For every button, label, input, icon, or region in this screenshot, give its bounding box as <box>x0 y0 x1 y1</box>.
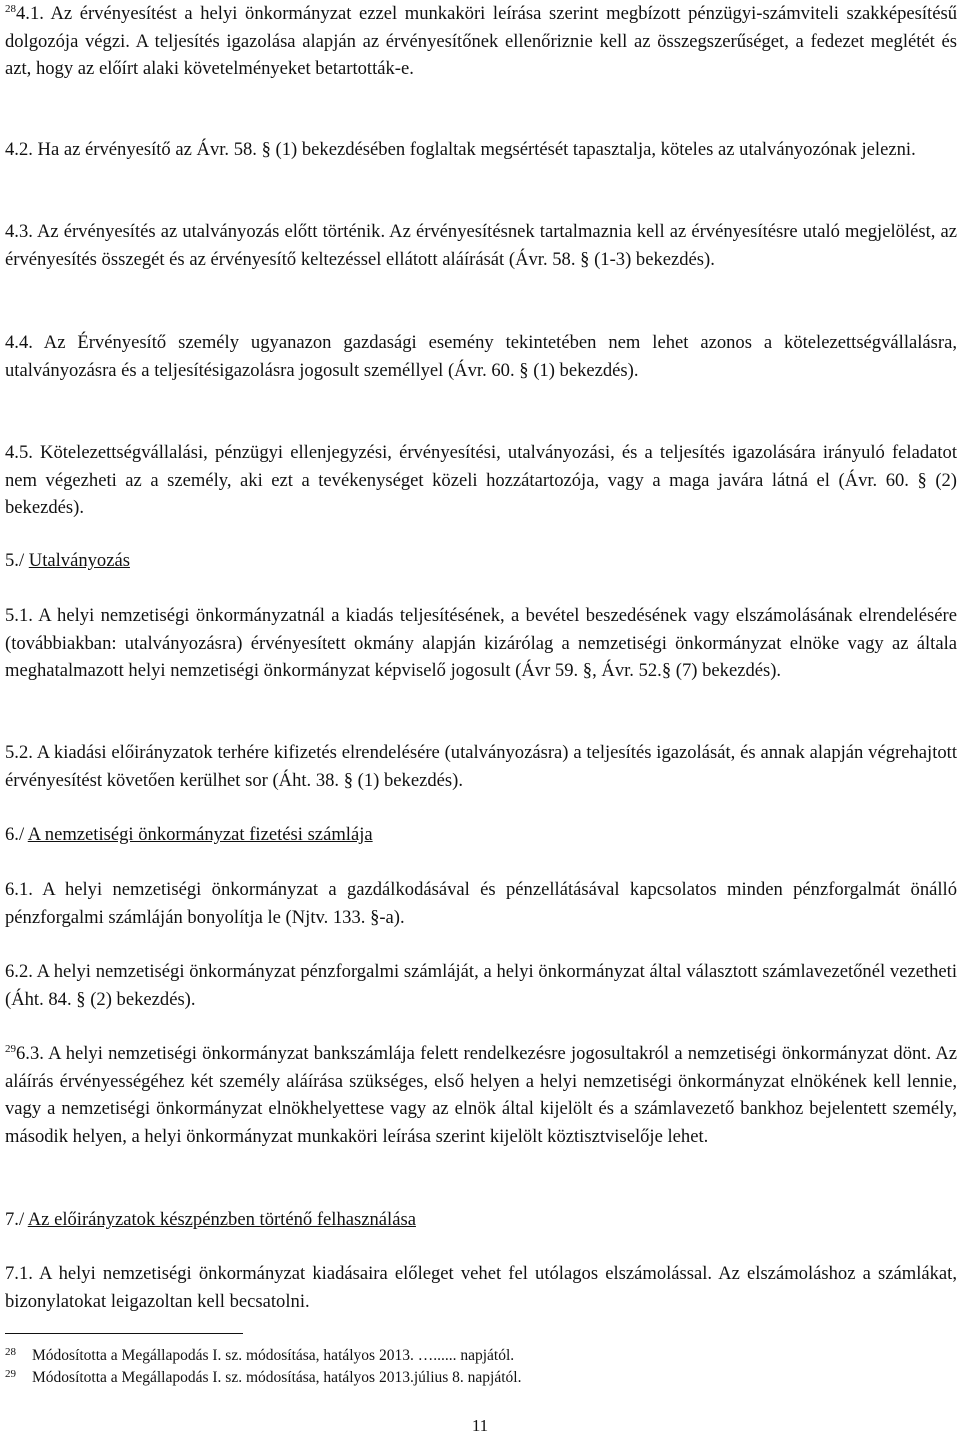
footnote-text: Módosította a Megállapodás I. sz. módosítása, hatályos 2013.július 8. napjától. <box>32 1369 522 1386</box>
section-heading-5: 5./ Utalványozás <box>5 550 130 571</box>
footnote-divider <box>5 1333 243 1334</box>
footnote-ref-29: 29 <box>5 1043 16 1055</box>
footnote-number: 29 <box>5 1368 16 1380</box>
page-number: 11 <box>471 1416 489 1435</box>
footnote-29 <box>5 1367 905 1389</box>
paragraph-5-2: 5.2. A kiadási előirányzatok terhére kifizetés elrendelésére (utalványozásra) a teljesítés igazolását, és annak alapján végrehajtott érvényesítést követően kerülhet sor (Áht. 38. § (1) bekezdés). <box>5 742 957 791</box>
paragraph-6-1: 6.1. A helyi nemzetiségi önkormányzat a gazdálkodásával és pénzellátásával kapcsolatos minden pénzforgalmát önálló pénzforgalmi számláján bonyolítja le (Njtv. 133. §-a). <box>5 879 957 928</box>
section-title-utalvanyozas: Utalványozás <box>28 550 130 571</box>
section-title-fizetesi-szamla: A nemzetiségi önkormányzat fizetési számlája <box>27 824 373 845</box>
paragraph-4-4: 4.4. Az Érvényesítő személy ugyanazon gazdasági esemény tekintetében nem lehet azonos a kötelezettségvállalásra, utalványozásra és a teljesítésigazolásra jogosult személlyel (Ávr. 60. § (1) bekezdés). <box>5 332 957 381</box>
footnote-ref-28: 28 <box>5 3 16 15</box>
paragraph-4-2: 4.2. Ha az érvényesítő az Ávr. 58. § (1) bekezdésében foglaltak megsértését tapasztalja, köteles az utalványozónak jelezni. <box>5 139 916 160</box>
footnote-number: 28 <box>5 1346 16 1358</box>
section-heading-6: 6./ A nemzetiségi önkormányzat fizetési számlája <box>5 824 373 845</box>
paragraph-6-2: 6.2. A helyi nemzetiségi önkormányzat pénzforgalmi számláját, a helyi önkormányzat által választott számlavezetőnél vezetheti (Áht. 84. § (2) bekezdés). <box>5 961 957 1010</box>
footnote-text: Módosította a Megállapodás I. sz. módosítása, hatályos 2013. …...... napjától. <box>32 1347 515 1364</box>
paragraph-4-1: $^{28}$4.1. Az érvényesítést a helyi önkormányzat ezzel munkaköri leírása szerint megbízott pénzügyi-számviteli szakképesítésű dolgozója végzi. A teljesítés igazolása alapján az érvényesítőnek ellenőriznie kell az összegszerűséget, a fedezet meglétét és azt, hogy az előírt alaki követelményeket betartották-e. <box>5 3 957 80</box>
paragraph-6-3: $^{29}$6.3. A helyi nemzetiségi önkormányzat bankszámlája felett rendelkezésre jogosultakról a nemzetiségi önkormányzat dönt. Az aláírás érvényességéhez két személy aláírása szükséges, első helyen a helyi nemzetiségi önkormányzat elnökének kell lennie, vagy a nemzetiségi önkormányzat elnökhelyettese vagy az elnök által kijelölt és a számlavezető bankhoz bejelentett személy, második helyen, a helyi önkormányzat munkaköri leírása szerint kijelölt köztisztviselője lehet. <box>5 1043 957 1147</box>
section-title-keszpenz: Az előirányzatok készpénzben történő felhasználása <box>27 1209 416 1230</box>
footnotes <box>5 1345 905 1389</box>
section-heading-7: 7./ Az előirányzatok készpénzben történő felhasználása <box>5 1209 416 1230</box>
footnote-28 <box>5 1345 905 1367</box>
paragraph-5-1: 5.1. A helyi nemzetiségi önkormányzatnál a kiadás teljesítésének, a bevétel beszedésének vagy elszámolásának elrendelésére (továbbiakban: utalványozásra) érvényesített okmány alapján kizárólag a nemzetiségi önkormányzat elnöke vagy az általa meghatalmazott helyi nemzetiségi önkormányzat képviselő jogosult (Ávr 59. §, Ávr. 52.§ (7) bekezdés). <box>5 605 957 682</box>
paragraph-7-1: 7.1. A helyi nemzetiségi önkormányzat kiadásaira előleget vehet fel utólagos elszámolással. Az elszámoláshoz a számlákat, bizonylatokat leigazoltan kell becsatolni. <box>5 1263 957 1312</box>
paragraph-4-3: 4.3. Az érvényesítés az utalványozás előtt történik. Az érvényesítésnek tartalmaznia kell az érvényesítésre utaló megjelölést, az érvényesítés összegét és az érvényesítő keltezéssel ellátott aláírását (Ávr. 58. § (1-3) bekezdés). <box>5 221 957 270</box>
paragraph-4-5: 4.5. Kötelezettségvállalási, pénzügyi ellenjegyzési, érvényesítési, utalványozási, és a teljesítés igazolására irányuló feladatot nem végezheti az a személy, aki ezt a tevékenységet közeli hozzátartozója, vagy a maga javára látná el (Ávr. 60. § (2) bekezdés). <box>5 442 957 519</box>
